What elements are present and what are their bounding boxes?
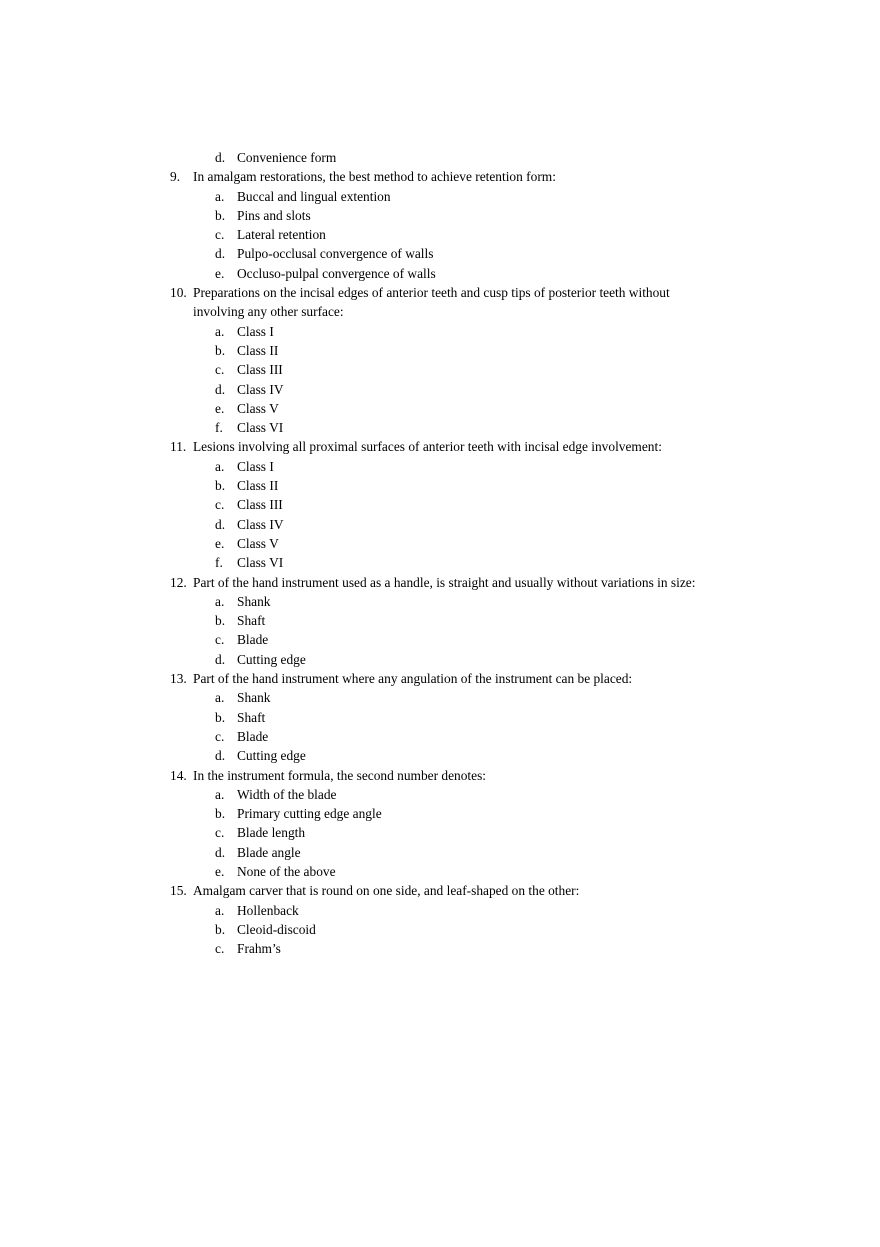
option-letter: d. <box>215 651 226 667</box>
question-number: 12. <box>170 574 187 590</box>
option-text: Shank <box>237 593 271 609</box>
question-stem <box>170 881 730 900</box>
option-item <box>170 206 730 225</box>
option-letter: c. <box>215 825 225 841</box>
option-item <box>170 901 730 920</box>
option-text: Class II <box>237 342 279 358</box>
option-letter: b. <box>215 806 226 822</box>
option-item <box>170 553 730 572</box>
option-item <box>170 611 730 630</box>
option-text: Class III <box>237 362 283 378</box>
question-stem <box>170 167 730 186</box>
option-letter: e. <box>215 400 225 416</box>
option-text: Shank <box>237 690 271 706</box>
option-text: Blade <box>237 632 269 648</box>
option-letter: c. <box>215 497 225 513</box>
option-letter: a. <box>215 188 225 204</box>
question-stem <box>170 283 730 302</box>
option-item <box>170 630 730 649</box>
option-letter: b. <box>215 207 226 223</box>
option-item <box>170 341 730 360</box>
option-text: Cleoid-discoid <box>237 921 316 937</box>
option-letter: c. <box>215 632 225 648</box>
question-9 <box>170 167 730 283</box>
option-text: Blade <box>237 728 269 744</box>
question-text: involving any other surface: <box>193 304 344 320</box>
option-item <box>170 688 730 707</box>
option-text: Shaft <box>237 709 266 725</box>
option-letter: c. <box>215 362 225 378</box>
question-text: Part of the hand instrument where any angulation of the instrument can be placed: <box>193 671 633 687</box>
option-text: Class VI <box>237 555 284 571</box>
option-letter: b. <box>215 478 226 494</box>
option-letter: c. <box>215 728 225 744</box>
question-number: 15. <box>170 883 187 899</box>
option-text: Blade length <box>237 825 306 841</box>
option-text: Pulpo-occlusal convergence of walls <box>237 246 434 262</box>
option-letter: a. <box>215 323 225 339</box>
option-text: Class V <box>237 400 279 416</box>
question-stem-continued <box>170 302 730 321</box>
option-text: Class II <box>237 478 279 494</box>
option-text: Buccal and lingual extention <box>237 188 391 204</box>
option-letter: b. <box>215 613 226 629</box>
question-11 <box>170 437 730 572</box>
option-text: Primary cutting edge angle <box>237 806 382 822</box>
question-stem <box>170 766 730 785</box>
option-text: None of the above <box>237 863 336 879</box>
option-item <box>170 360 730 379</box>
option-item <box>170 380 730 399</box>
option-item <box>170 244 730 263</box>
question-stem <box>170 573 730 592</box>
option-text: Blade angle <box>237 844 301 860</box>
option-text: Class IV <box>237 516 284 532</box>
option-item <box>170 476 730 495</box>
option-item <box>170 920 730 939</box>
option-text: Class I <box>237 458 274 474</box>
option-letter: d. <box>215 516 226 532</box>
question-list <box>170 148 730 958</box>
option-text: Convenience form <box>237 150 337 165</box>
question-14 <box>170 766 730 882</box>
option-letter: d. <box>215 844 226 860</box>
option-letter: a. <box>215 690 225 706</box>
option-letter: b. <box>215 921 226 937</box>
question-number: 14. <box>170 767 187 783</box>
option-letter: a. <box>215 458 225 474</box>
option-text: Hollenback <box>237 902 299 918</box>
option-item <box>170 515 730 534</box>
question-number: 10. <box>170 285 187 301</box>
question-number: 9. <box>170 169 181 185</box>
option-item <box>170 823 730 842</box>
option-item <box>170 939 730 958</box>
option-item <box>170 534 730 553</box>
option-letter: e. <box>215 535 225 551</box>
option-item <box>170 264 730 283</box>
option-letter: d. <box>215 381 226 397</box>
question-number: 11. <box>170 439 187 455</box>
option-item <box>170 322 730 341</box>
option-text: Class IV <box>237 381 284 397</box>
option-item <box>170 495 730 514</box>
option-item <box>170 592 730 611</box>
option-item <box>170 804 730 823</box>
option-text: Shaft <box>237 613 266 629</box>
option-text: Cutting edge <box>237 651 306 667</box>
option-item <box>170 785 730 804</box>
option-text: Class VI <box>237 420 284 436</box>
question-number: 13. <box>170 671 187 687</box>
option-item <box>170 862 730 881</box>
question-stem <box>170 669 730 688</box>
option-letter: b. <box>215 709 226 725</box>
option-item <box>170 399 730 418</box>
question-text: Amalgam carver that is round on one side, and leaf-shaped on the other: <box>193 883 580 899</box>
option-text: Pins and slots <box>237 207 311 223</box>
option-item <box>170 187 730 206</box>
option-letter: e. <box>215 265 225 281</box>
question-10 <box>170 283 730 437</box>
option-letter: c. <box>215 227 225 243</box>
option-letter: b. <box>215 342 226 358</box>
option-text: Frahm’s <box>237 941 281 957</box>
option-text: Class III <box>237 497 283 513</box>
option-text: Class V <box>237 535 279 551</box>
option-item <box>170 148 730 167</box>
question-12 <box>170 573 730 669</box>
option-text: Lateral retention <box>237 227 326 243</box>
option-letter: a. <box>215 593 225 609</box>
option-letter: f. <box>215 555 223 571</box>
option-text: Width of the blade <box>237 786 337 802</box>
option-letter: e. <box>215 863 225 879</box>
option-item <box>170 650 730 669</box>
option-item <box>170 746 730 765</box>
question-text: Part of the hand instrument used as a handle, is straight and usually without variations in size: <box>193 574 696 590</box>
option-letter: d. <box>215 748 226 764</box>
option-text: Class I <box>237 323 274 339</box>
option-item <box>170 225 730 244</box>
option-letter: a. <box>215 902 225 918</box>
option-text: Occluso-pulpal convergence of walls <box>237 265 436 281</box>
question-text: In the instrument formula, the second number denotes: <box>193 767 487 783</box>
question-13 <box>170 669 730 765</box>
question-text: In amalgam restorations, the best method to achieve retention form: <box>193 169 556 185</box>
option-letter: f. <box>215 420 223 436</box>
option-letter: d. <box>215 150 226 165</box>
question-text: Lesions involving all proximal surfaces of anterior teeth with incisal edge involvement: <box>193 439 662 455</box>
option-item <box>170 418 730 437</box>
option-item <box>170 457 730 476</box>
question-text: Preparations on the incisal edges of anterior teeth and cusp tips of posterior teeth without <box>193 285 670 301</box>
option-text: Cutting edge <box>237 748 306 764</box>
question-15 <box>170 881 730 958</box>
question-stem <box>170 437 730 456</box>
option-item <box>170 843 730 862</box>
option-letter: c. <box>215 941 225 957</box>
option-item <box>170 727 730 746</box>
option-letter: d. <box>215 246 226 262</box>
option-item <box>170 708 730 727</box>
option-letter: a. <box>215 786 225 802</box>
